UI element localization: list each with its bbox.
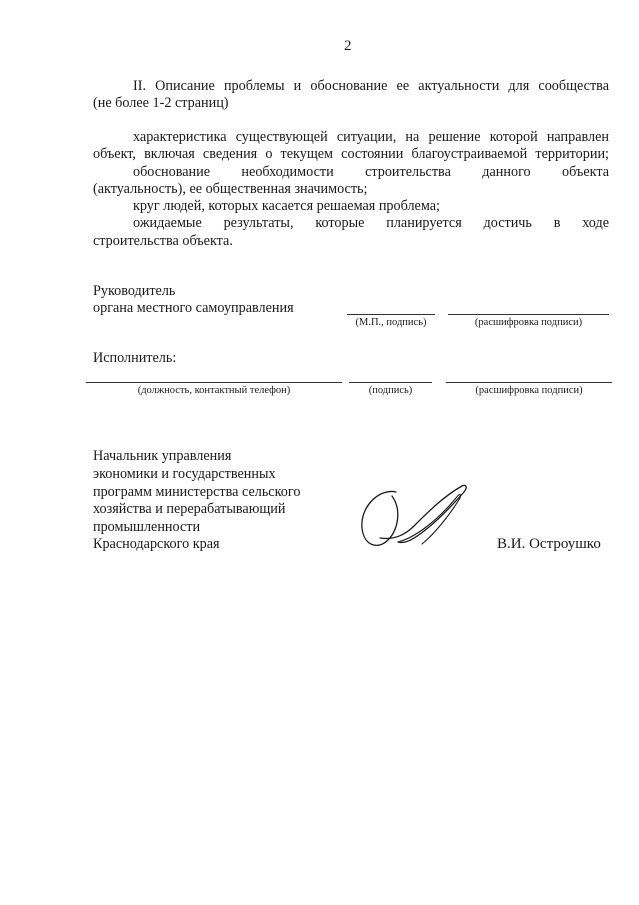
executor-title: Исполнитель: (93, 350, 177, 366)
official-title-line-3: программ министерства сельского (93, 484, 301, 500)
executor-decoding-line (446, 382, 612, 383)
page-number: 2 (344, 38, 352, 54)
official-name: В.И. Остроушко (497, 536, 601, 552)
paragraph-2-line-1: обоснование необходимости строительства данного объекта (133, 164, 609, 180)
paragraph-4-line-1: ожидаемые результаты, которые планируется достичь в ходе (133, 215, 609, 231)
official-title-line-4: хозяйства и перерабатывающий (93, 501, 286, 517)
section-heading-line-1: II. Описание проблемы и обоснование ее актуальности для сообщества (133, 78, 609, 94)
executor-signature-line (349, 382, 432, 383)
executor-decoding-caption: (расшифровка подписи) (475, 385, 583, 396)
paragraph-3-line-1: круг людей, которых касается решаемая проблема; (133, 198, 440, 214)
paragraph-4-line-2: строительства объекта. (93, 233, 233, 249)
head-title-line-2: органа местного самоуправления (93, 300, 294, 316)
official-title-line-6: Краснодарского края (93, 536, 220, 552)
paragraph-1-line-2: объект, включая сведения о текущем состоянии благоустраиваемой территории; (93, 146, 609, 162)
official-title-line-5: промышленности (93, 519, 201, 535)
stamp-signature-line (347, 314, 435, 315)
decoding-line (448, 314, 609, 315)
official-title-line-1: Начальник управления (93, 448, 232, 464)
handwritten-signature (352, 478, 476, 560)
official-title-line-2: экономики и государственных (93, 466, 276, 482)
paragraph-1-line-1: характеристика существующей ситуации, на решение которой направлен (133, 129, 609, 145)
stamp-signature-caption: (М.П., подпись) (355, 317, 427, 328)
section-heading-line-2: (не более 1-2 страниц) (93, 95, 229, 111)
executor-signature-caption: (подпись) (368, 385, 413, 396)
paragraph-2-line-2: (актуальность), ее общественная значимость; (93, 181, 368, 197)
decoding-caption: (расшифровка подписи) (474, 317, 583, 328)
position-phone-line (86, 382, 342, 383)
head-title-line-1: Руководитель (93, 283, 176, 299)
position-phone-caption: (должность, контактный телефон) (137, 385, 291, 396)
